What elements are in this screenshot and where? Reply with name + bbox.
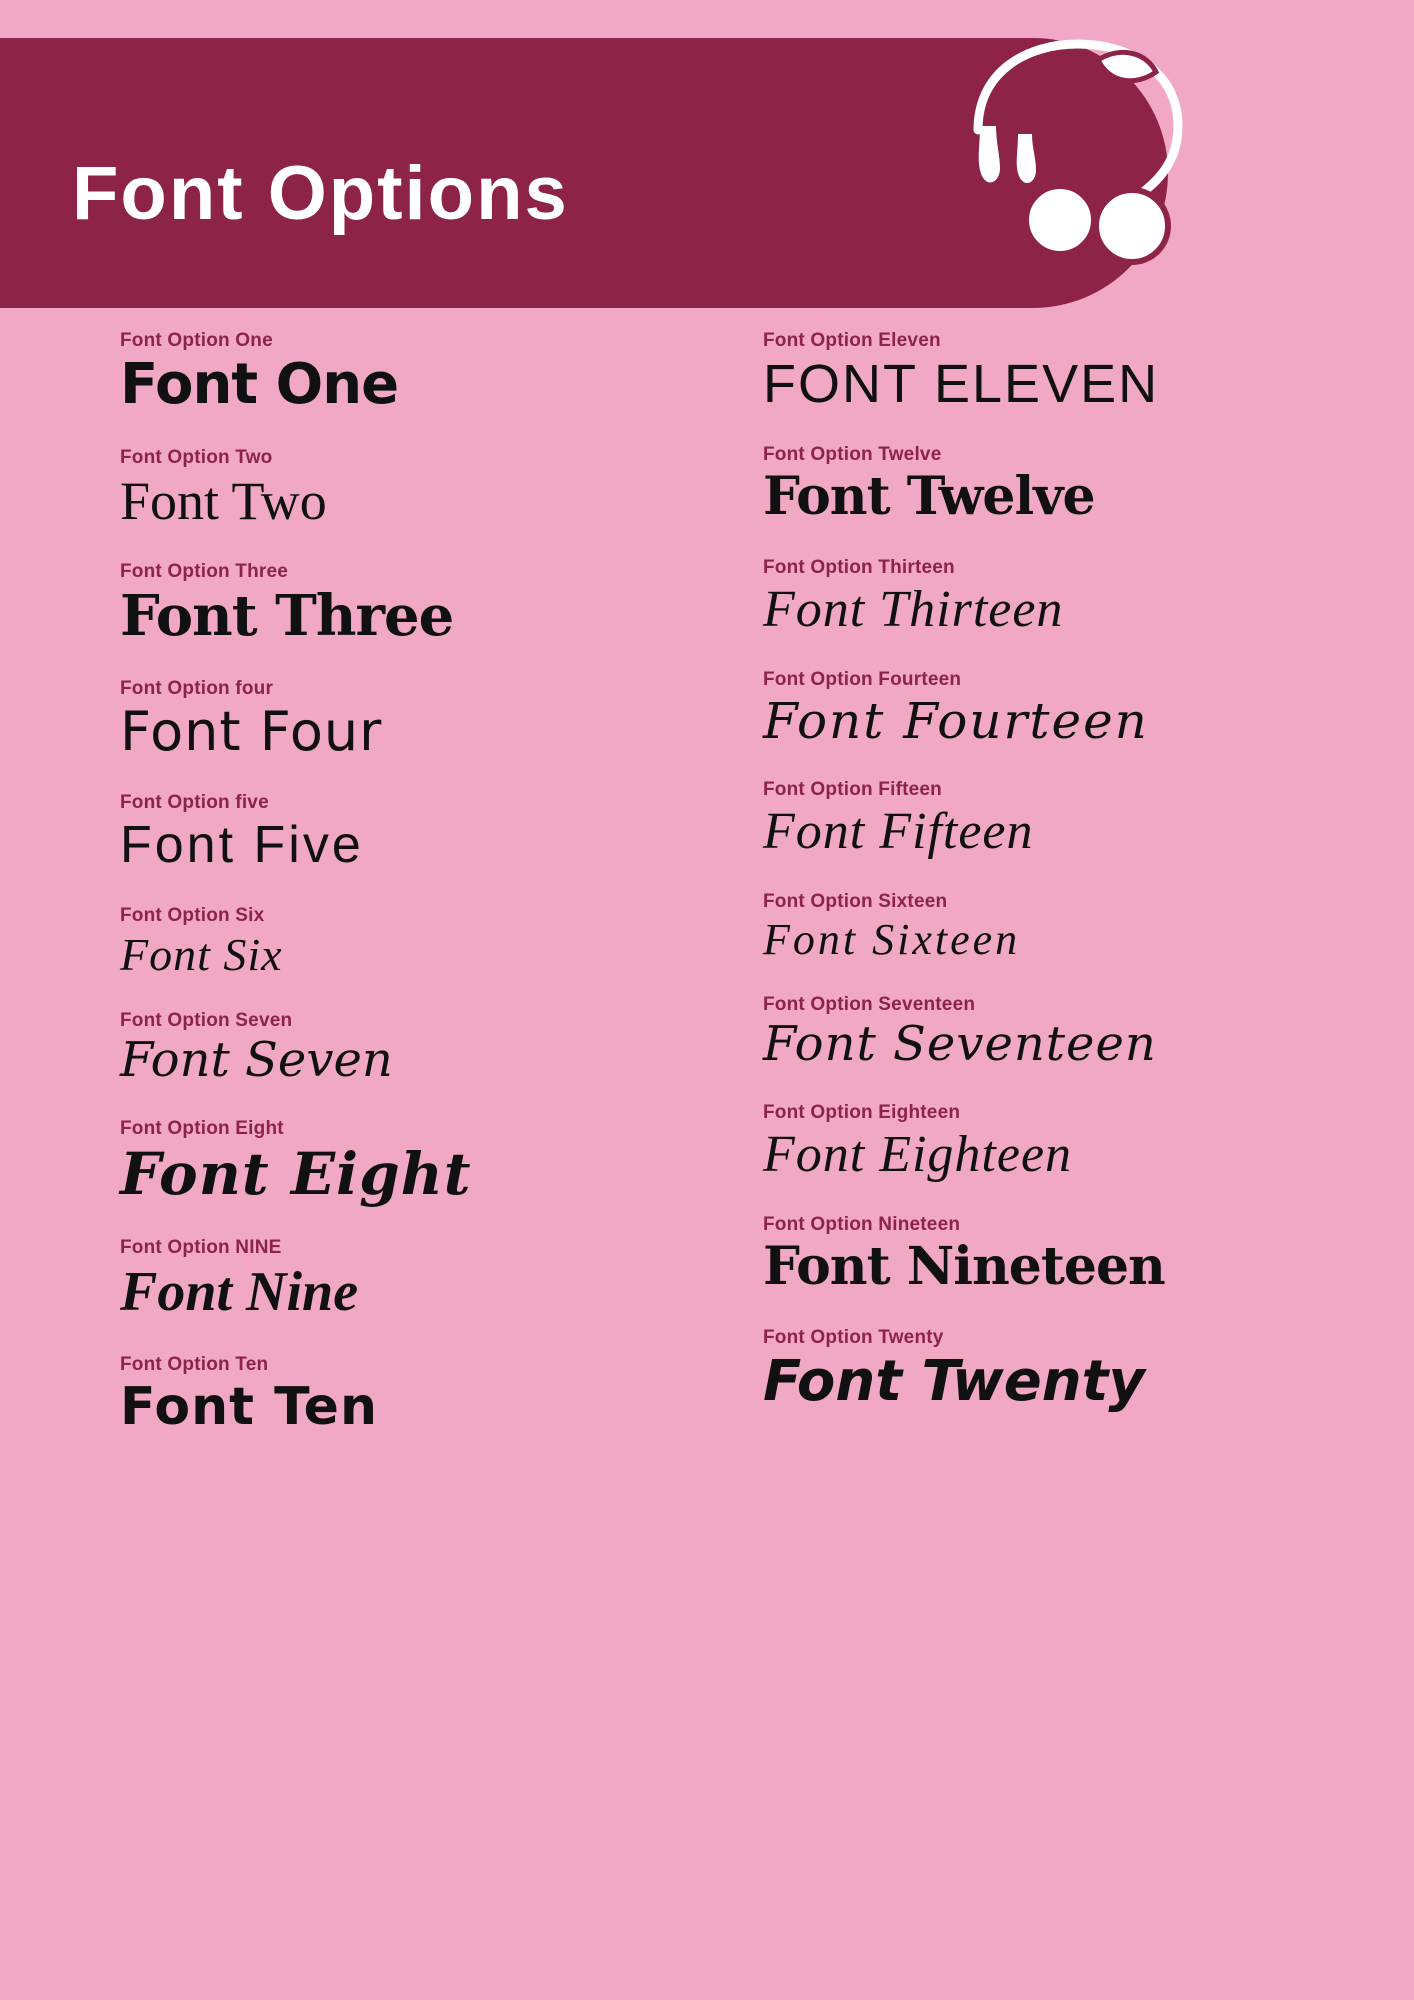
font-option-label: Font Option Ten (120, 1353, 269, 1375)
font-option-label: Font Option four (120, 677, 274, 699)
font-option-item[interactable] (763, 330, 1414, 414)
font-option-item[interactable] (763, 779, 1414, 861)
font-option-label: Font Option Seventeen (763, 994, 976, 1016)
font-option-label: Font Option Nineteen (763, 1214, 961, 1236)
font-option-sample: Font Five (120, 816, 364, 875)
font-option-label: Font Option Sixteen (763, 891, 948, 913)
font-option-sample: Font Seven (120, 1032, 393, 1089)
font-option-sample: FONT ELEVEN (763, 354, 1160, 414)
font-option-item[interactable] (763, 1327, 1414, 1414)
font-option-sample: Font Fourteen (763, 691, 1149, 750)
font-option-label: Font Option Eighteen (763, 1102, 961, 1124)
font-option-label: Font Option Two (120, 446, 273, 468)
cherries-icon (960, 30, 1250, 320)
font-option-item[interactable] (763, 1102, 1414, 1184)
font-option-sample: Font Eighteen (763, 1126, 1073, 1184)
column-left (0, 330, 707, 1466)
font-option-label: Font Option five (120, 792, 269, 814)
font-option-item[interactable] (120, 1237, 707, 1324)
font-option-item[interactable] (763, 557, 1414, 639)
font-option-item[interactable] (763, 444, 1414, 526)
font-option-item[interactable] (120, 1118, 707, 1207)
font-option-item[interactable] (120, 905, 707, 981)
font-option-sample: Font Two (120, 470, 327, 531)
font-option-label: Font Option Thirteen (763, 556, 955, 578)
font-option-sample: Font Twelve (763, 466, 1095, 528)
font-option-label: Font Option One (120, 330, 273, 351)
font-option-item[interactable] (120, 1010, 707, 1088)
column-right (707, 330, 1414, 1466)
font-option-item[interactable] (120, 1354, 707, 1436)
font-option-label: Font Option Fifteen (763, 778, 942, 800)
font-option-label: Font Option Three (120, 561, 289, 583)
font-option-sample: Font Eight (120, 1139, 472, 1208)
font-option-label: Font Option Six (120, 904, 265, 926)
font-option-label: Font Option Twenty (763, 1326, 944, 1348)
font-option-item[interactable] (763, 994, 1414, 1072)
font-option-item[interactable] (763, 891, 1414, 964)
font-option-sample: Font Nineteen (763, 1236, 1165, 1298)
page-title: Font Options (72, 151, 569, 236)
font-option-sample: Font One (120, 352, 399, 417)
font-option-sample: Font Ten (120, 1376, 378, 1437)
font-option-sample: Font Three (120, 583, 454, 650)
font-option-sample: Font Thirteen (763, 580, 1064, 638)
font-option-item[interactable] (120, 792, 707, 874)
font-option-label: Font Option Eight (120, 1117, 284, 1139)
font-option-label: Font Option Twelve (763, 444, 942, 466)
font-option-sample: Font Seventeen (763, 1016, 1157, 1073)
font-option-sample: Font Six (120, 928, 283, 980)
font-options-list (0, 330, 1414, 1466)
font-option-item[interactable] (120, 678, 707, 762)
font-option-sample: Font Sixteen (763, 915, 1021, 965)
font-option-item[interactable] (120, 330, 707, 417)
font-option-sample: Font Twenty (763, 1348, 1145, 1414)
font-option-label: Font Option Fourteen (763, 668, 962, 690)
font-option-label: Font Option Eleven (763, 330, 941, 351)
font-option-label: Font Option Seven (120, 1010, 293, 1032)
font-option-sample: Font Fifteen (763, 802, 1034, 860)
font-option-item[interactable] (763, 669, 1414, 749)
font-option-sample: Font Nine (120, 1260, 359, 1323)
font-option-item[interactable] (763, 1214, 1414, 1296)
font-option-label: Font Option NINE (120, 1236, 282, 1258)
font-option-item[interactable] (120, 447, 707, 531)
font-option-item[interactable] (120, 561, 707, 648)
font-option-sample: Font Four (120, 699, 383, 763)
